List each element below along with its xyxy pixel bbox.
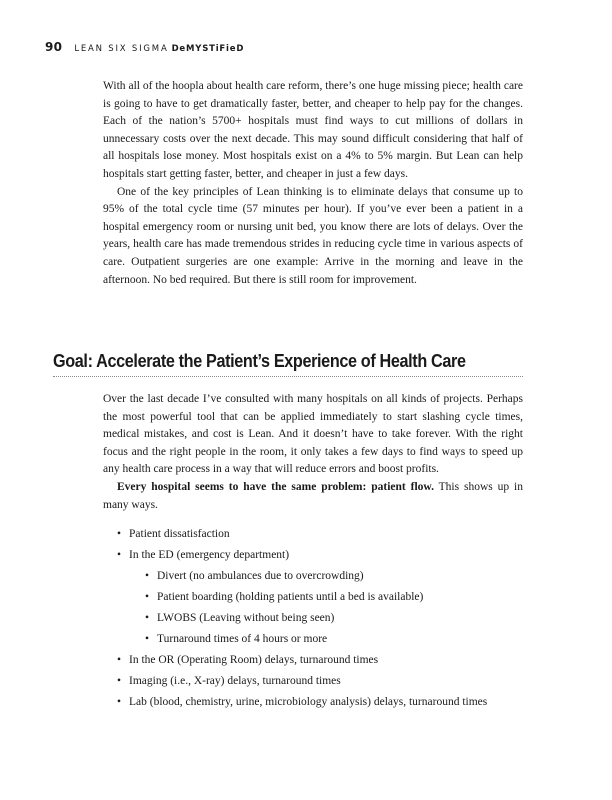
ed-sub-list	[129, 568, 523, 648]
heading-divider	[53, 376, 523, 377]
list-item: • Lab (blood, chemistry, urine, microbiology analysis) delays, turnaround times	[117, 694, 523, 711]
section-title: Goal: Accelerate the Patient’s Experience of Health Care	[53, 351, 466, 371]
section-heading	[53, 349, 523, 377]
paragraph-continuation: This shows up in many ways.	[103, 480, 523, 511]
book-title-brand: DeMYSTiFieD	[171, 44, 245, 54]
sub-list-item: • LWOBS (Leaving without being seen)	[145, 610, 523, 627]
intro-paragraph-2: One of the key principles of Lean thinking is to eliminate delays that consume up to 95% of the total cycle time (57 minutes per hour). If you’ve ever been a patient in a hospital emergency room or nursing unit bed, you know there are lots of delays. Over the years, health care has made tremendous strides in reducing cycle time in various aspects of care. Outpatient surgeries are one example: Arrive in the morning and leave in the afternoon. No bed required. But there is still room for improvement.	[103, 185, 523, 286]
list-item-label: In the ED (emergency department)	[129, 549, 290, 562]
list-item: • In the OR (Operating Room) delays, turnaround times	[117, 652, 523, 669]
paragraph-lead-in: Every hospital seems to have the same problem: patient flow.	[117, 480, 434, 493]
intro-section	[103, 78, 523, 289]
page-number: 90	[45, 40, 63, 54]
intro-paragraph-1: With all of the hoopla about health care reform, there’s one huge missing piece; health care is going to have to get dramatically faster, better, and cheaper to help pay for the changes. Each of the nation’s 5700+ hospitals must find ways to cut millions of dollars in unnecessary costs over the next decade. This may sound difficult considering that half of all hospitals lose money. Most hospitals exist on a 4% to 5% margin. But Lean can help hospitals start getting faster, better, and cheaper in just a few days.	[103, 80, 523, 180]
sub-list-item: • Patient boarding (holding patients until a bed is available)	[145, 589, 523, 606]
section-body	[103, 391, 523, 715]
book-title: LEAN SIX SIGMA	[74, 44, 169, 54]
list-item-ed	[117, 547, 523, 647]
running-head	[45, 40, 244, 56]
sub-list-item: • Divert (no ambulances due to overcrowding)	[145, 568, 523, 585]
section-paragraph-1: Over the last decade I’ve consulted with many hospitals on all kinds of projects. Perhaps the most powerful tool that can be applied immediately to start slashing cycle times, medical mistakes, and cost is Lean. And it doesn’t have to take forever. With the right focus and the right people in the room, it only takes a few days to find ways to speed up any health care process in a way that will reduce errors and boost profits.	[103, 393, 523, 476]
sub-list-item: • Turnaround times of 4 hours or more	[145, 631, 523, 648]
list-item: • Imaging (i.e., X-ray) delays, turnaround times	[117, 673, 523, 690]
list-item: • Patient dissatisfaction	[117, 526, 523, 543]
patient-flow-list	[103, 526, 523, 711]
section-paragraph-2	[103, 479, 523, 514]
